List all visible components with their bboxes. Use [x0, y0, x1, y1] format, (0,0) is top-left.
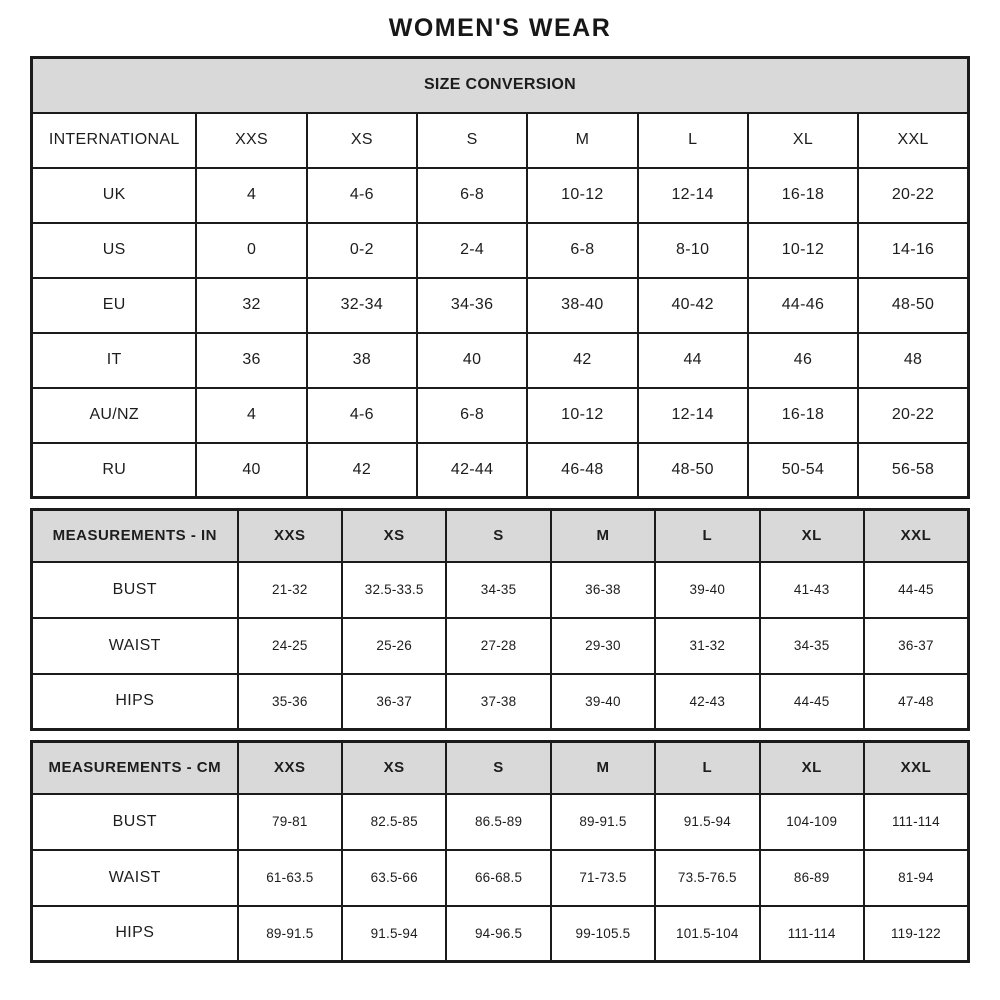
value-cell: 0 [196, 223, 306, 278]
value-cell: 34-35 [760, 618, 864, 674]
header-size-cell: XXL [858, 113, 968, 168]
value-cell: 27-28 [446, 618, 550, 674]
value-cell: 47-48 [864, 674, 969, 730]
row-label: BUST [32, 562, 238, 618]
value-cell: 38-40 [527, 278, 637, 333]
measurements-in-body [32, 510, 969, 730]
value-cell: 35-36 [238, 674, 342, 730]
value-cell: 86-89 [760, 850, 864, 906]
value-cell: 104-109 [760, 794, 864, 850]
header-size-cell: XL [760, 742, 864, 794]
value-cell: 46 [748, 333, 858, 388]
value-cell: 12-14 [638, 168, 748, 223]
value-cell: 101.5-104 [655, 906, 759, 962]
value-cell: 44-45 [760, 674, 864, 730]
value-cell: 6-8 [417, 168, 527, 223]
row-label: HIPS [32, 906, 238, 962]
value-cell: 4-6 [307, 168, 417, 223]
table-header-row [32, 742, 969, 794]
row-label: AU/NZ [32, 388, 197, 443]
header-size-cell: XXL [864, 510, 969, 562]
value-cell: 61-63.5 [238, 850, 342, 906]
value-cell: 42-43 [655, 674, 759, 730]
value-cell: 42 [527, 333, 637, 388]
value-cell: 119-122 [864, 906, 969, 962]
value-cell: 34-36 [417, 278, 527, 333]
value-cell: 10-12 [748, 223, 858, 278]
value-cell: 36-37 [864, 618, 969, 674]
value-cell: 40-42 [638, 278, 748, 333]
table-row [32, 388, 969, 443]
table-row [32, 168, 969, 223]
value-cell: 50-54 [748, 443, 858, 498]
value-cell: 16-18 [748, 168, 858, 223]
size-conversion-body [32, 58, 969, 498]
table-row [32, 906, 969, 962]
header-size-cell: L [638, 113, 748, 168]
value-cell: 36-38 [551, 562, 655, 618]
row-label: IT [32, 333, 197, 388]
value-cell: 111-114 [760, 906, 864, 962]
header-size-cell: XL [748, 113, 858, 168]
value-cell: 25-26 [342, 618, 446, 674]
header-size-cell: XS [342, 510, 446, 562]
value-cell: 81-94 [864, 850, 969, 906]
value-cell: 56-58 [858, 443, 968, 498]
value-cell: 21-32 [238, 562, 342, 618]
value-cell: 32-34 [307, 278, 417, 333]
row-label: RU [32, 443, 197, 498]
header-size-cell: L [655, 510, 759, 562]
value-cell: 36-37 [342, 674, 446, 730]
row-label: WAIST [32, 850, 238, 906]
value-cell: 20-22 [858, 388, 968, 443]
value-cell: 66-68.5 [446, 850, 550, 906]
value-cell: 31-32 [655, 618, 759, 674]
table-header-row [32, 510, 969, 562]
row-label: HIPS [32, 674, 238, 730]
value-cell: 42-44 [417, 443, 527, 498]
table-row [32, 794, 969, 850]
table-banner: SIZE CONVERSION [32, 58, 969, 113]
value-cell: 91.5-94 [655, 794, 759, 850]
value-cell: 4 [196, 388, 306, 443]
value-cell: 32 [196, 278, 306, 333]
header-label-cell: INTERNATIONAL [32, 113, 197, 168]
value-cell: 4-6 [307, 388, 417, 443]
header-size-cell: XXS [238, 510, 342, 562]
value-cell: 37-38 [446, 674, 550, 730]
header-size-cell: XS [307, 113, 417, 168]
table-row [32, 674, 969, 730]
row-label: US [32, 223, 197, 278]
value-cell: 12-14 [638, 388, 748, 443]
value-cell: 16-18 [748, 388, 858, 443]
header-size-cell: XS [342, 742, 446, 794]
value-cell: 39-40 [551, 674, 655, 730]
row-label: BUST [32, 794, 238, 850]
row-label: WAIST [32, 618, 238, 674]
value-cell: 29-30 [551, 618, 655, 674]
value-cell: 91.5-94 [342, 906, 446, 962]
header-size-cell: M [551, 510, 655, 562]
value-cell: 34-35 [446, 562, 550, 618]
value-cell: 40 [196, 443, 306, 498]
table-row [32, 443, 969, 498]
value-cell: 10-12 [527, 168, 637, 223]
table-banner-row [32, 58, 969, 113]
header-size-cell: XXS [196, 113, 306, 168]
header-size-cell: S [446, 742, 550, 794]
value-cell: 39-40 [655, 562, 759, 618]
value-cell: 24-25 [238, 618, 342, 674]
value-cell: 46-48 [527, 443, 637, 498]
value-cell: 86.5-89 [446, 794, 550, 850]
value-cell: 44 [638, 333, 748, 388]
header-size-cell: XL [760, 510, 864, 562]
value-cell: 6-8 [417, 388, 527, 443]
table-row [32, 618, 969, 674]
table-row [32, 333, 969, 388]
value-cell: 44-46 [748, 278, 858, 333]
value-cell: 32.5-33.5 [342, 562, 446, 618]
value-cell: 36 [196, 333, 306, 388]
row-label: UK [32, 168, 197, 223]
value-cell: 14-16 [858, 223, 968, 278]
value-cell: 6-8 [527, 223, 637, 278]
header-size-cell: XXL [864, 742, 969, 794]
table-row [32, 850, 969, 906]
header-size-cell: XXS [238, 742, 342, 794]
measurements-in-table [30, 508, 970, 731]
header-label-cell: MEASUREMENTS - IN [32, 510, 238, 562]
value-cell: 111-114 [864, 794, 969, 850]
header-size-cell: S [417, 113, 527, 168]
measurements-cm-body [32, 742, 969, 962]
value-cell: 4 [196, 168, 306, 223]
value-cell: 63.5-66 [342, 850, 446, 906]
value-cell: 0-2 [307, 223, 417, 278]
value-cell: 44-45 [864, 562, 969, 618]
value-cell: 89-91.5 [238, 906, 342, 962]
value-cell: 48 [858, 333, 968, 388]
value-cell: 48-50 [858, 278, 968, 333]
value-cell: 40 [417, 333, 527, 388]
value-cell: 48-50 [638, 443, 748, 498]
value-cell: 71-73.5 [551, 850, 655, 906]
header-label-cell: MEASUREMENTS - CM [32, 742, 238, 794]
value-cell: 8-10 [638, 223, 748, 278]
value-cell: 94-96.5 [446, 906, 550, 962]
table-row [32, 223, 969, 278]
value-cell: 99-105.5 [551, 906, 655, 962]
table-header-row [32, 113, 969, 168]
value-cell: 79-81 [238, 794, 342, 850]
size-conversion-table [30, 56, 970, 499]
page-title: WOMEN'S WEAR [388, 14, 612, 42]
value-cell: 41-43 [760, 562, 864, 618]
value-cell: 42 [307, 443, 417, 498]
header-size-cell: L [655, 742, 759, 794]
table-row [32, 278, 969, 333]
value-cell: 2-4 [417, 223, 527, 278]
row-label: EU [32, 278, 197, 333]
value-cell: 38 [307, 333, 417, 388]
table-row [32, 562, 969, 618]
value-cell: 89-91.5 [551, 794, 655, 850]
header-size-cell: S [446, 510, 550, 562]
value-cell: 20-22 [858, 168, 968, 223]
header-size-cell: M [551, 742, 655, 794]
value-cell: 10-12 [527, 388, 637, 443]
header-size-cell: M [527, 113, 637, 168]
value-cell: 73.5-76.5 [655, 850, 759, 906]
value-cell: 82.5-85 [342, 794, 446, 850]
measurements-cm-table [30, 740, 970, 963]
